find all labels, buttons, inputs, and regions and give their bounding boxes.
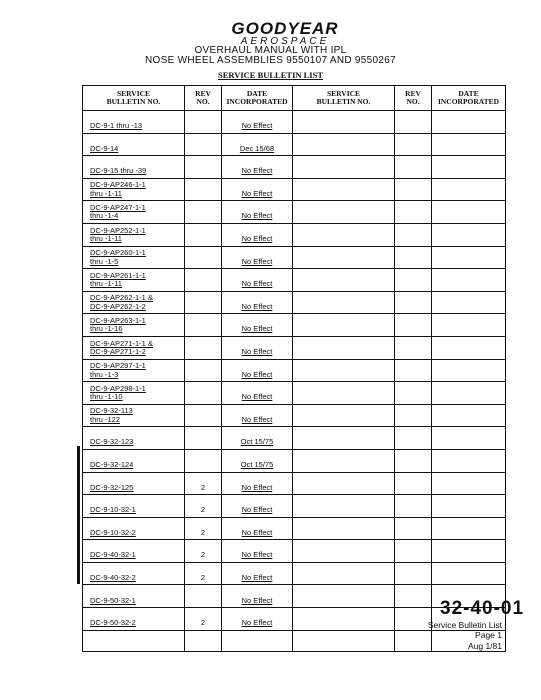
rev-number-cell <box>185 156 222 179</box>
bulletin-number: DC-9-AP298-1-1 <box>90 383 146 393</box>
date-incorporated-cell: No Effect <box>222 517 293 540</box>
bulletin-number: DC-9-15 thru -39 <box>90 166 147 176</box>
date-incorporated-cell-right <box>432 269 506 292</box>
table-row <box>83 133 506 156</box>
date-incorporated-cell: No Effect <box>222 246 293 269</box>
brand-name: GOODYEAR <box>231 19 339 38</box>
table-row <box>83 336 506 359</box>
table-row <box>83 472 506 495</box>
rev-number-cell-right <box>395 359 432 382</box>
bulletin-number: DC-9-AP271-1-1 & <box>90 338 153 348</box>
rev-number-cell <box>185 585 222 608</box>
manual-subtitle: NOSE WHEEL ASSEMBLIES 9550107 AND 9550267 <box>145 55 396 66</box>
bulletin-number-cell <box>83 291 185 314</box>
bulletin-number-cell <box>83 540 185 563</box>
date-incorporated-cell-right <box>432 246 506 269</box>
rev-number-cell: 2 <box>185 517 222 540</box>
rev-number-cell-right <box>395 269 432 292</box>
bulletin-number-cell-right <box>293 495 395 518</box>
date-incorporated-cell: No Effect <box>222 404 293 427</box>
bulletin-number: DC-9-32-123 <box>90 437 134 447</box>
date-incorporated-cell-right <box>432 156 506 179</box>
rev-number-cell-right <box>395 472 432 495</box>
bulletin-number-cell <box>83 449 185 472</box>
service-bulletin-table <box>82 85 506 652</box>
rev-number-cell: 2 <box>185 472 222 495</box>
rev-number-cell <box>185 449 222 472</box>
date-incorporated-cell-right <box>432 223 506 246</box>
bulletin-number-cell <box>83 246 185 269</box>
bulletin-number-cell <box>83 156 185 179</box>
bulletin-number-cell <box>83 178 185 201</box>
table-body <box>83 111 506 652</box>
rev-number-cell: 2 <box>185 540 222 563</box>
bulletin-number-continued: DC-9-AP271-1-2 <box>90 347 146 357</box>
bulletin-number: DC-9-AP252-1-1 <box>90 225 146 235</box>
bulletin-number-cell <box>83 201 185 224</box>
bulletin-number: DC-9-AP297-1-1 <box>90 361 146 371</box>
bulletin-number-cell-right <box>293 223 395 246</box>
rev-number-cell-right <box>395 178 432 201</box>
bulletin-number-cell-right <box>293 111 395 134</box>
bulletin-number-continued: thru -1-11 <box>90 234 122 244</box>
header-rev-no-right: REV NO. <box>395 86 432 111</box>
bulletin-number: DC-9-10-32-1 <box>90 505 136 515</box>
bulletin-number: DC-9-40-32-1 <box>90 550 136 560</box>
table-row <box>83 111 506 134</box>
bulletin-number: DC-9-AP262-1-1 & <box>90 293 153 303</box>
rev-number-cell-right <box>395 156 432 179</box>
table-row <box>83 540 506 563</box>
bulletin-number: DC-9-50-32-1 <box>90 595 136 605</box>
date-incorporated-cell: No Effect <box>222 382 293 405</box>
rev-number-cell-right <box>395 517 432 540</box>
chapter-code: 32-40-01 <box>440 598 525 619</box>
table-row <box>83 291 506 314</box>
table-row <box>83 562 506 585</box>
bulletin-number-cell <box>83 359 185 382</box>
table-row <box>83 449 506 472</box>
bulletin-number-cell-right <box>293 156 395 179</box>
table-header-row <box>83 86 506 111</box>
date-incorporated-cell-right <box>432 449 506 472</box>
date-incorporated-cell: No Effect <box>222 269 293 292</box>
footer-title: Service Bulletin List <box>427 620 502 630</box>
table-row <box>83 427 506 450</box>
bulletin-number-cell-right <box>293 585 395 608</box>
bulletin-number-cell <box>83 382 185 405</box>
bulletin-number-cell <box>83 495 185 518</box>
bulletin-number-continued: thru -1-3 <box>90 369 119 379</box>
list-title-text: SERVICE BULLETIN LIST <box>217 70 324 80</box>
rev-number-cell <box>185 291 222 314</box>
date-incorporated-cell: No Effect <box>222 585 293 608</box>
bulletin-number-cell <box>83 133 185 156</box>
date-incorporated-cell-right <box>432 495 506 518</box>
header-date-incorporated-right: DATE INCORPORATED <box>432 86 506 111</box>
rev-number-cell <box>185 314 222 337</box>
date-incorporated-cell-right <box>432 133 506 156</box>
table-row <box>83 382 506 405</box>
bulletin-number: DC-9-32-125 <box>90 482 134 492</box>
header-rev-no: REV NO. <box>185 86 222 111</box>
date-incorporated-cell-right <box>432 291 506 314</box>
bulletin-number-continued: thru -122 <box>90 414 121 424</box>
bulletin-number-cell-right <box>293 201 395 224</box>
rev-number-cell: 2 <box>185 495 222 518</box>
bulletin-number-cell <box>83 562 185 585</box>
bulletin-number-cell <box>83 608 185 631</box>
header-service-bulletin: SERVICE BULLETIN NO. <box>83 86 185 111</box>
date-incorporated-cell-right <box>432 427 506 450</box>
bulletin-number-continued: thru -1-16 <box>90 324 123 334</box>
rev-number-cell-right <box>395 449 432 472</box>
rev-number-cell <box>185 269 222 292</box>
empty-cell <box>185 630 222 651</box>
bulletin-number-cell <box>83 336 185 359</box>
date-incorporated-cell: No Effect <box>222 359 293 382</box>
rev-number-cell <box>185 246 222 269</box>
date-incorporated-cell: Dec 15/68 <box>222 133 293 156</box>
date-incorporated-cell: No Effect <box>222 291 293 314</box>
date-incorporated-cell: No Effect <box>222 111 293 134</box>
header-service-bulletin-right: SERVICE BULLETIN NO. <box>293 86 395 111</box>
rev-number-cell <box>185 359 222 382</box>
table-row <box>83 517 506 540</box>
date-incorporated-cell: No Effect <box>222 156 293 179</box>
table-row <box>83 269 506 292</box>
goodyear-aerospace-logo <box>220 20 350 47</box>
date-incorporated-cell: No Effect <box>222 472 293 495</box>
rev-number-cell-right <box>395 585 432 608</box>
rev-number-cell <box>185 178 222 201</box>
date-incorporated-cell: No Effect <box>222 540 293 563</box>
date-incorporated-cell: No Effect <box>222 223 293 246</box>
rev-number-cell-right <box>395 382 432 405</box>
header-date-incorporated: DATE INCORPORATED <box>222 86 293 111</box>
date-incorporated-cell: No Effect <box>222 562 293 585</box>
bulletin-number: DC-9-14 <box>90 143 119 153</box>
bulletin-number: DC-9-AP246-1-1 <box>90 180 146 190</box>
bulletin-number-cell <box>83 585 185 608</box>
rev-number-cell <box>185 201 222 224</box>
bulletin-number-cell <box>83 404 185 427</box>
rev-number-cell-right <box>395 336 432 359</box>
bulletin-number-cell <box>83 314 185 337</box>
table-row <box>83 246 506 269</box>
bulletin-number-cell-right <box>293 246 395 269</box>
date-incorporated-cell: No Effect <box>222 201 293 224</box>
bulletin-number-continued: thru -1-5 <box>90 256 119 266</box>
date-incorporated-cell-right <box>432 336 506 359</box>
bulletin-number-cell <box>83 517 185 540</box>
bulletin-number-cell-right <box>293 404 395 427</box>
bulletin-number: DC-9-AP260-1-1 <box>90 248 146 258</box>
rev-number-cell-right <box>395 133 432 156</box>
manual-title: OVERHAUL MANUAL WITH IPL <box>194 45 347 56</box>
table-row <box>83 156 506 179</box>
bulletin-number-cell-right <box>293 427 395 450</box>
bulletin-number-continued: thru -1-10 <box>90 392 123 402</box>
date-incorporated-cell: No Effect <box>222 314 293 337</box>
rev-number-cell-right <box>395 201 432 224</box>
empty-cell <box>83 630 185 651</box>
rev-number-cell-right <box>395 540 432 563</box>
rev-number-cell <box>185 223 222 246</box>
rev-number-cell-right <box>395 291 432 314</box>
table-row <box>83 495 506 518</box>
empty-cell <box>222 630 293 651</box>
bulletin-number: DC-9-32-124 <box>90 460 134 469</box>
bulletin-number-cell-right <box>293 336 395 359</box>
bulletin-number-cell <box>83 472 185 495</box>
date-incorporated-cell-right <box>432 314 506 337</box>
date-incorporated-cell-right <box>432 201 506 224</box>
rev-number-cell: 2 <box>185 562 222 585</box>
bulletin-number-cell-right <box>293 517 395 540</box>
date-incorporated-cell-right <box>432 359 506 382</box>
bulletin-number-cell <box>83 427 185 450</box>
bulletin-number: DC-9-AP247-1-1 <box>90 202 146 212</box>
bulletin-number-continued: thru -1-11 <box>90 188 122 198</box>
rev-number-cell-right <box>395 427 432 450</box>
rev-number-cell: 2 <box>185 608 222 631</box>
date-incorporated-cell-right <box>432 111 506 134</box>
rev-number-cell-right <box>395 111 432 134</box>
bulletin-number: DC-9-32-113 <box>90 406 133 416</box>
rev-number-cell-right <box>395 246 432 269</box>
bulletin-number-cell-right <box>293 178 395 201</box>
date-incorporated-cell-right <box>432 472 506 495</box>
date-incorporated-cell-right <box>432 517 506 540</box>
division-name: AEROSPACE <box>240 36 330 47</box>
footer-date: Aug 1/81 <box>467 641 502 651</box>
date-incorporated-cell-right <box>432 178 506 201</box>
date-incorporated-cell: Oct 15/75 <box>222 449 293 472</box>
date-incorporated-cell: No Effect <box>222 495 293 518</box>
date-incorporated-cell: No Effect <box>222 336 293 359</box>
bulletin-number-cell-right <box>293 540 395 563</box>
table-row <box>83 201 506 224</box>
bulletin-number-cell <box>83 223 185 246</box>
date-incorporated-cell-right <box>432 404 506 427</box>
bulletin-number-cell-right <box>293 269 395 292</box>
date-incorporated-cell-right <box>432 540 506 563</box>
date-incorporated-cell: No Effect <box>222 178 293 201</box>
bulletin-number-cell-right <box>293 133 395 156</box>
rev-number-cell <box>185 427 222 450</box>
rev-number-cell-right <box>395 404 432 427</box>
bulletin-number: DC-9-AP263-1-1 <box>90 315 146 325</box>
footer-page: Page 1 <box>475 630 502 640</box>
rev-number-cell-right <box>395 495 432 518</box>
bulletin-number: DC-9-10-32-2 <box>90 527 136 537</box>
bulletin-number-cell-right <box>293 382 395 405</box>
rev-number-cell <box>185 111 222 134</box>
table-row <box>83 314 506 337</box>
bulletin-number-continued: DC-9-AP262-1-2 <box>90 301 146 311</box>
bulletin-number: DC-9-AP261-1-1 <box>90 270 146 280</box>
date-incorporated-cell-right <box>432 382 506 405</box>
bulletin-number-cell-right <box>293 359 395 382</box>
bulletin-number: DC-9-50-32-2 <box>90 618 136 628</box>
date-incorporated-cell: Oct 15/75 <box>222 427 293 450</box>
rev-number-cell <box>185 404 222 427</box>
list-title <box>0 70 541 80</box>
bulletin-number-cell-right <box>293 562 395 585</box>
bulletin-number-cell-right <box>293 291 395 314</box>
rev-number-cell <box>185 336 222 359</box>
bulletin-number-cell <box>83 269 185 292</box>
table-row <box>83 223 506 246</box>
rev-number-cell <box>185 133 222 156</box>
bulletin-number-continued: thru -1-11 <box>90 279 122 289</box>
rev-number-cell <box>185 382 222 405</box>
rev-number-cell-right <box>395 562 432 585</box>
table-row <box>83 404 506 427</box>
revision-change-bar <box>77 446 80 584</box>
bulletin-number: DC-9-40-32-2 <box>90 572 136 582</box>
bulletin-number-cell <box>83 111 185 134</box>
bulletin-number-cell-right <box>293 472 395 495</box>
date-incorporated-cell: No Effect <box>222 608 293 631</box>
bulletin-number: DC-9-1 thru -13 <box>90 121 143 131</box>
date-incorporated-cell-right <box>432 562 506 585</box>
bulletin-number-continued: thru -1-4 <box>90 211 119 221</box>
bulletin-number-cell-right <box>293 314 395 337</box>
bulletin-number-cell-right <box>293 449 395 472</box>
rev-number-cell-right <box>395 314 432 337</box>
table-row <box>83 178 506 201</box>
table-row <box>83 359 506 382</box>
rev-number-cell-right <box>395 223 432 246</box>
